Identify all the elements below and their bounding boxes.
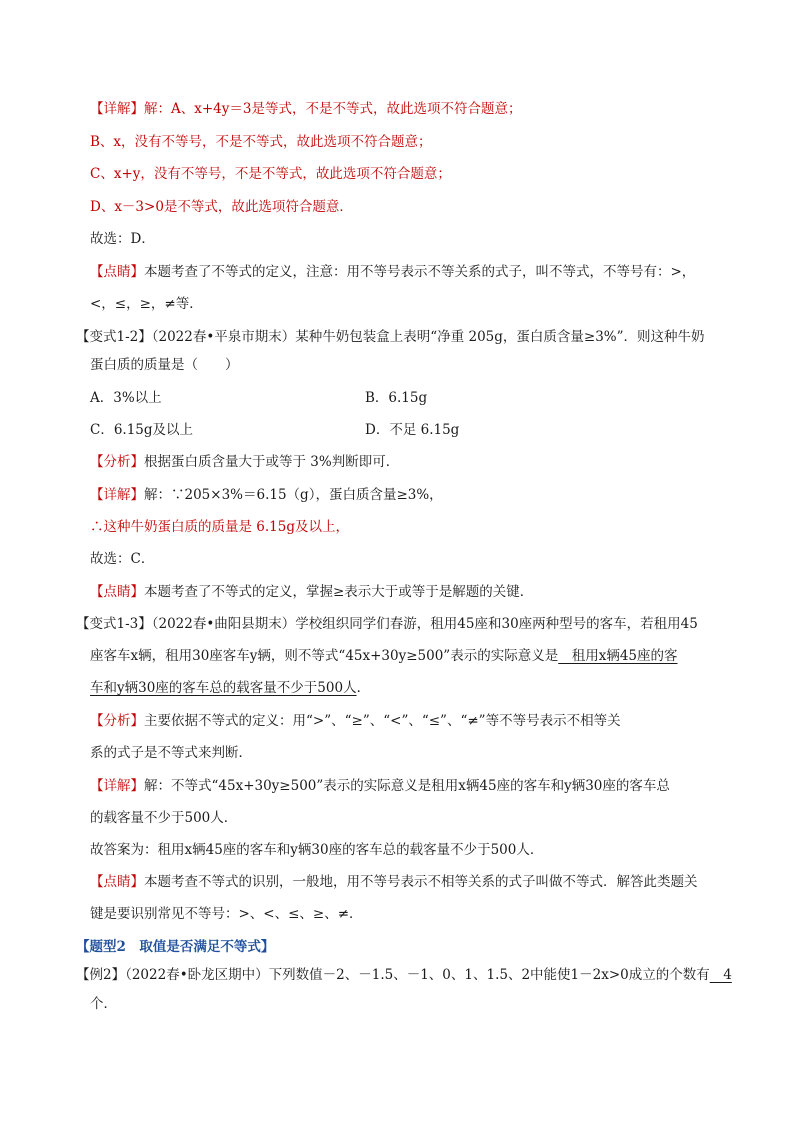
section-heading: 【题型2 取值是否满足不等式】	[76, 939, 275, 955]
question-text: 【例2】（2022春•卧龙区期中）下列数值－2、－1.5、－1、0、1、1.5、2中能使1－2x>0成立的个数有	[76, 967, 710, 983]
variant-1-3-question-line-3	[90, 678, 370, 698]
question-end: ．	[356, 680, 371, 696]
point-text: 本题考查了不等式的定义，掌握≥表示大于或等于是解题的关键．	[144, 584, 534, 600]
question-text: 座客车x辆，租用30座客车y辆，则不等式“45x+30y≥500”表示的实际意义是	[90, 648, 559, 664]
option-d: D．不足 6.15g	[365, 422, 460, 438]
option-a: A．3%以上	[90, 390, 162, 406]
detail-line-2: ∴这种牛奶蛋白质的质量是 6.15g及以上，	[90, 519, 349, 535]
analysis-line-2: 系的式子是不等式来判断．	[90, 745, 252, 761]
point-line	[90, 582, 533, 602]
point-line-2: <，≤，≥，≠等．	[90, 296, 203, 312]
variant-1-2-question-line-2: 蛋白质的质量是（ ）	[90, 357, 239, 373]
point-text: 本题考查不等式的识别，一般地，用不等号表示不相等关系的式子叫做不等式．解答此类题关	[144, 874, 698, 890]
option-c: C．6.15g及以上	[90, 422, 194, 438]
detail-text: 解：∵205×3%＝6.15（g），蛋白质含量≥3%，	[144, 487, 443, 503]
point-tag: 【点睛】	[90, 584, 144, 600]
detail-line-2: 的载客量不少于500人．	[90, 810, 238, 826]
answer-blank: 4	[709, 967, 732, 983]
choice-line: 故选：D．	[90, 231, 155, 247]
answer-blank: 租用x辆45座的客	[558, 648, 678, 664]
analysis-tag: 【分析】	[90, 454, 144, 470]
variant-1-3-question-line-1: 【变式1-3】（2022春•曲阳县期末）学校组织同学们春游，租用45座和30座两种型号的客车，若租用45	[76, 616, 698, 632]
detail-line-1	[90, 776, 670, 796]
detail-tag: 【详解】	[90, 101, 144, 117]
detail-line-4: D、x－3>0是不等式，故此选项符合题意．	[90, 199, 353, 215]
detail-line-3: C、x+y，没有不等号，不是不等式，故此选项不符合题意；	[90, 166, 451, 182]
analysis-text: 主要依据不等式的定义：用“>”、“≥”、“<”、“≤”、“≠”等不等号表示不相等关	[144, 713, 621, 729]
answer-blank-cont: 车和y辆30座的客车总的载客量不少于500人	[90, 680, 357, 696]
choice-line: 故选：C．	[90, 551, 155, 567]
detail-line-2: B、x，没有不等号，不是不等式，故此选项不符合题意；	[90, 134, 432, 150]
detail-tag: 【详解】	[90, 778, 144, 794]
analysis-tag: 【分析】	[90, 713, 144, 729]
detail-text: 解：A、x+4y＝3是等式，不是不等式，故此选项不符合题意；	[144, 101, 522, 117]
analysis-line-1	[90, 711, 621, 731]
example-2-question-line-2: 个．	[90, 996, 117, 1012]
point-line-1	[90, 262, 695, 282]
point-line-1	[90, 872, 698, 892]
detail-text: 解：不等式“45x+30y≥500”表示的实际意义是租用x辆45座的客车和y辆30座的客车总	[144, 778, 670, 794]
point-text: 本题考查了不等式的定义，注意：用不等号表示不等关系的式子，叫不等式，不等号有：>，	[144, 264, 696, 280]
detail-line-1	[90, 99, 521, 119]
variant-1-2-question-line-1: 【变式1-2】（2022春•平泉市期末）某种牛奶包装盒上表明“净重 205g，蛋白质含量≥3%”．则这种牛奶	[76, 329, 705, 345]
detail-tag: 【详解】	[90, 487, 144, 503]
detail-line	[90, 485, 443, 505]
variant-1-3-question-line-2	[90, 646, 678, 666]
example-2-question-line-1	[76, 965, 732, 985]
point-tag: 【点睛】	[90, 264, 144, 280]
point-tag: 【点睛】	[90, 874, 144, 890]
point-line-2: 键是要识别常见不等号：>、<、≤、≥、≠．	[90, 906, 363, 922]
answer-line: 故答案为：租用x辆45座的客车和y辆30座的客车总的载客量不少于500人．	[90, 842, 544, 858]
analysis-text: 根据蛋白质含量大于或等于 3%判断即可．	[144, 454, 400, 470]
analysis-line	[90, 452, 399, 472]
option-b: B．6.15g	[365, 390, 428, 406]
